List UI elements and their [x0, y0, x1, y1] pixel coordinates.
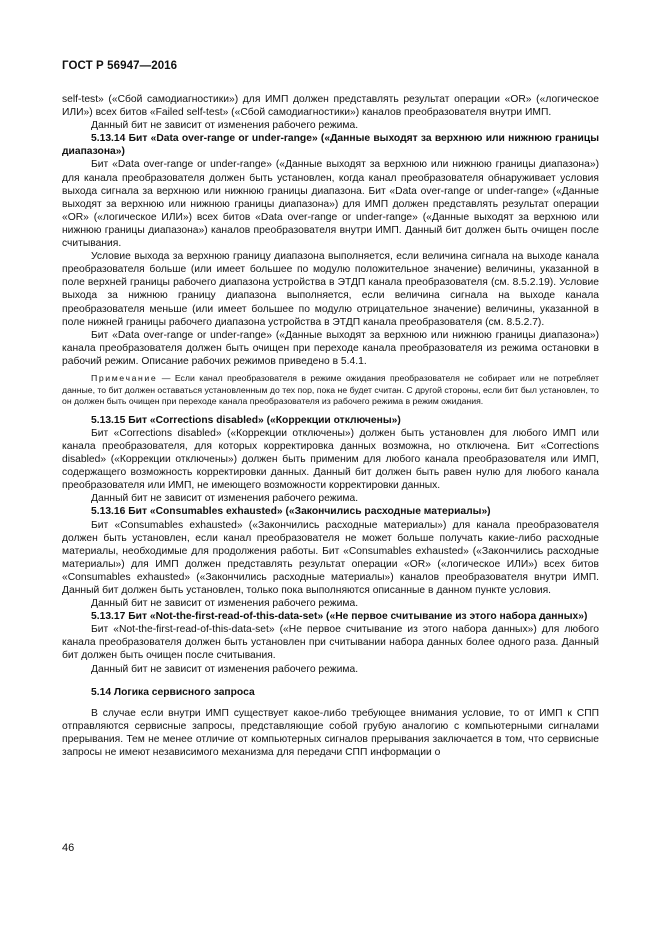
- paragraph: Бит «Data over-range or under-range» («Данные выходят за верхнюю или нижнюю границы диапазона») для канала преобразователя должен быть установлен, когда канал преобразователя обнаруживает условия выхода сигнала за верхнюю или нижнюю границы диапазона. Бит «Data over-range or under-range» («Данные выходят за верхнюю или нижнюю границы диапазона») для ИМП должен представлять результат операции «OR» («логическое ИЛИ») всех битов «Data over-range or under-range» («Данные выходят за верхнюю или нижнюю границы диапазона») каналов преобразователя внутри ИМП. Данный бит должен быть очищен после считывания.: [62, 159, 599, 250]
- page-number: 46: [62, 842, 75, 854]
- section-heading: 5.13.15 Бит «Corrections disabled» («Коррекции отключены»): [91, 414, 401, 426]
- note-label: Примечание: [91, 372, 158, 383]
- section-heading: 5.14 Логика сервисного запроса: [91, 686, 255, 698]
- section-heading: 5.13.17 Бит «Not-the-first-read-of-this-data-set» («Не первое считывание из этого набора данных»): [91, 611, 588, 623]
- note: [62, 373, 599, 408]
- paragraph: Данный бит не зависит от изменения рабочего режима.: [91, 120, 359, 132]
- section-heading: 5.13.14 Бит «Data over-range or under-range» («Данные выходят за верхнюю или нижнюю границы диапазона»): [62, 133, 599, 158]
- paragraph: Данный бит не зависит от изменения рабочего режима.: [91, 493, 359, 505]
- section-heading: 5.13.16 Бит «Consumables exhausted» («Закончились расходные материалы»): [91, 506, 491, 518]
- paragraph: self-test» («Сбой самодиагностики») для ИМП должен представлять результат операции «OR» («логическое ИЛИ») всех битов «Failed self-test» («Сбой самодиагностики») каналов преобразователя внутри ИМП.: [62, 94, 599, 119]
- paragraph: Бит «Consumables exhausted» («Закончились расходные материалы») для канала преобразователя должен быть установлен, если канал преобразователя не может больше получать какие-либо расходные материалы, необходимые для продолжения работы. Бит «Consumables exhausted» («Закончились расходные материалы») для ИМП должен представлять результат операции «OR» («логическое ИЛИ») всех битов «Consumables exhausted» («Закончились расходные материалы») каналов преобразователя внутри ИМП. Данный бит должен быть установлен, только пока выполняются описанные в данном пункте условия.: [62, 519, 599, 596]
- paragraph: Бит «Corrections disabled» («Коррекции отключены») должен быть установлен для любого ИМП или канала преобразователя, для которых корректировка данных возможна, но отключена. Бит «Corrections disabled» («Коррекции отключены») должен быть применим для любого канала преобразователя или ИМП, содержащего возможность корректировки данных. Данный бит должен быть равен нулю для любого канала преобразователя или ИМП, не имеющего возможности корректировки данных.: [62, 427, 599, 492]
- paragraph: Бит «Not-the-first-read-of-this-data-set» («Не первое считывание из этого набора данных») для любого канала преобразователя должен быть установлен при считывании набора данных более одного раза. Данный бит должен быть очищен после считывания.: [62, 624, 599, 662]
- note-text: — Если канал преобразователя в режиме ожидания преобразователя не собирает или не потребляет данные, то бит должен оставаться установленным до тех пор, пока не будет считан. С другой стороны, если бит был установлен, то он должен быть очищен при переходе канала преобразователя из рабочего режима в режим ожидания.: [62, 372, 599, 407]
- paragraph: Условие выхода за верхнюю границу диапазона выполняется, если величина сигнала на выходе канала преобразователя больше (или имеет большее по модулю положительное значение) величины, указанной в поле верхней границы рабочего диапазона устройства в ЭТДП канала преобразователя (см. 8.5.2.19). Условие выхода за нижнюю границу диапазона выполняется, если величина сигнала на выходе канала преобразователя меньше (или имеет большее по модулю отрицательное значение) величины, указанной в поле нижней границы рабочего диапазона устройства в ЭТДП канала преобразователя (см. 8.5.2.7).: [62, 251, 599, 328]
- paragraph: Данный бит не зависит от изменения рабочего режима.: [91, 598, 359, 610]
- page-body: [62, 93, 599, 759]
- paragraph: Бит «Data over-range or under-range» («Данные выходят за верхнюю или нижнюю границы диапазона») канала преобразователя должен быть очищен при переходе канала преобразователя из режима остановки в рабочий режим. Описание рабочих режимов приведено в 5.4.1.: [62, 329, 599, 367]
- document-header: ГОСТ Р 56947—2016: [62, 60, 178, 72]
- paragraph: Данный бит не зависит от изменения рабочего режима.: [91, 663, 359, 675]
- paragraph: В случае если внутри ИМП существует какое-либо требующее внимания условие, то от ИМП к СПП отправляются сервисные запросы, представляющие собой грубую аналогию с компьютерными сигналами прерывания. Тем не менее отличие от компьютерных сигналов прерывания заключается в том, что сервисные запросы не имеют независимого механизма для передачи СПП информации о: [62, 707, 599, 758]
